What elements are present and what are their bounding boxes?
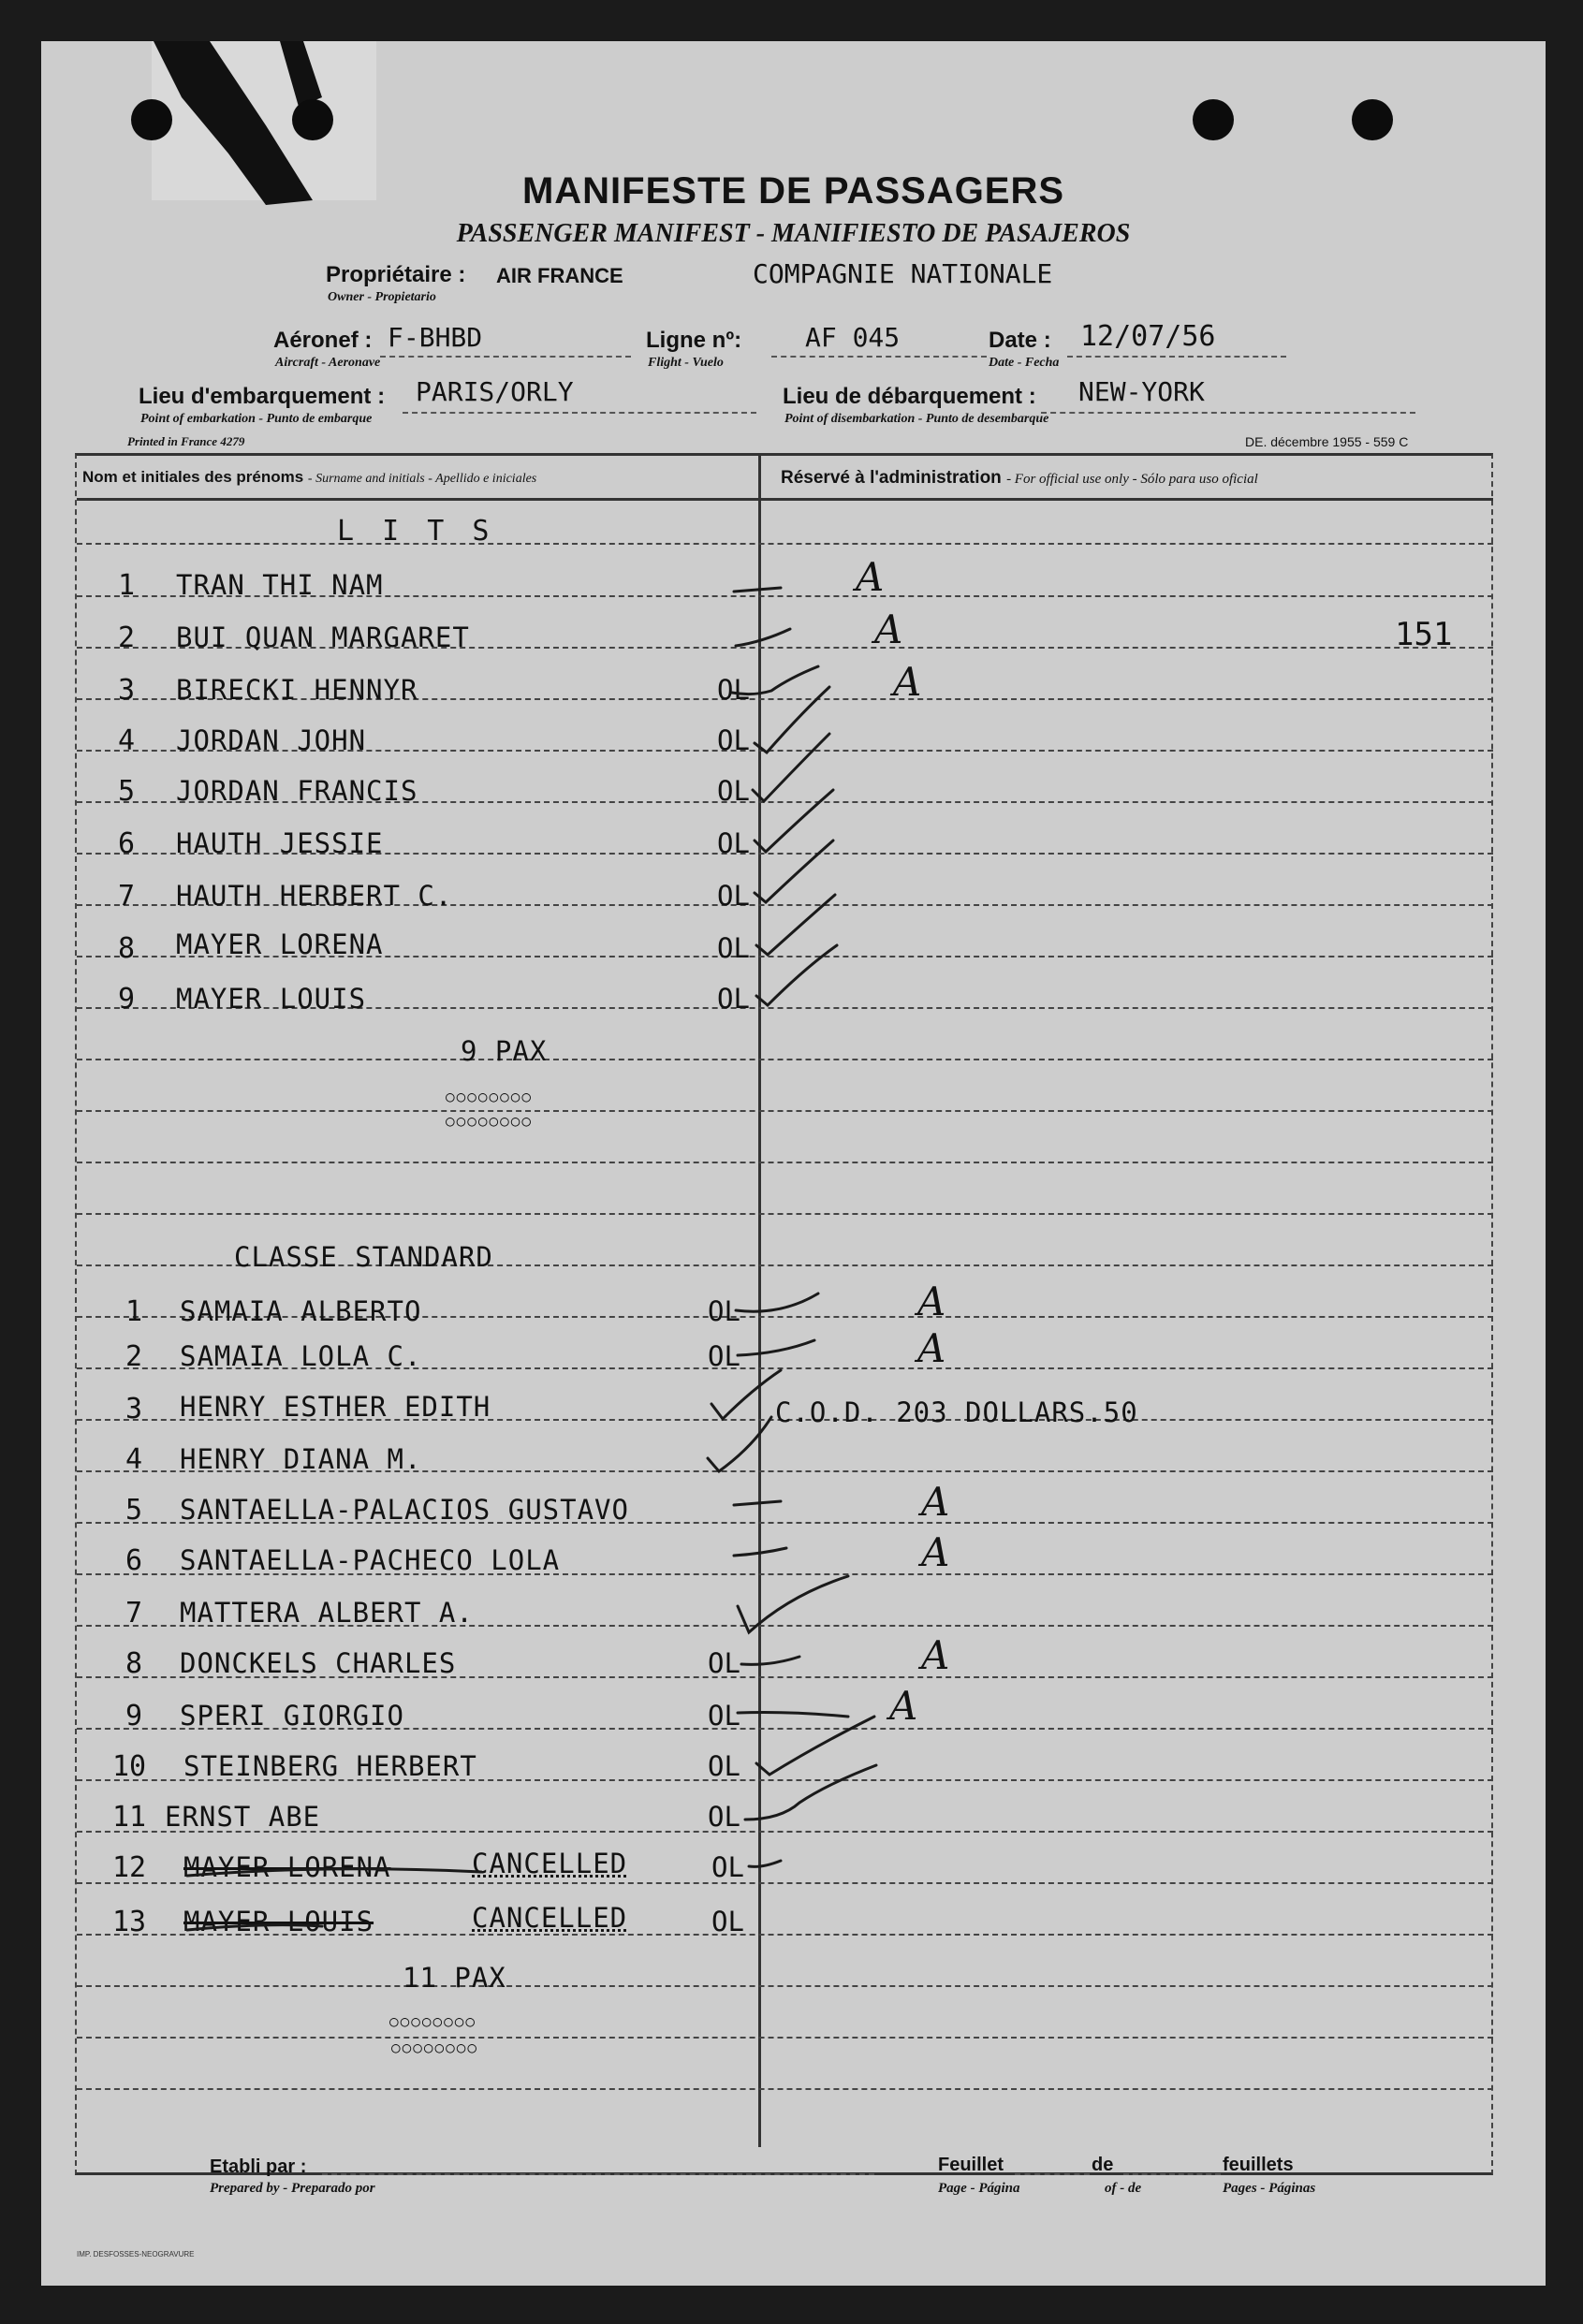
flight-value: AF 045 [805,322,901,353]
code-ol: OL [717,724,750,756]
owner-label: Propriétaire : [326,262,466,287]
col2-header-label: Réservé à l'administration [781,468,1002,488]
passenger-name: HAUTH JESSIE [176,827,384,859]
standard-total: 11 PAX [403,1962,506,1994]
row-number: 4 [125,1443,143,1476]
passenger-name: HAUTH HERBERT C. [176,880,453,912]
code-ol: OL [717,880,750,912]
passenger-name: SANTAELLA-PACHECO LOLA [180,1544,561,1576]
punch-hole-1 [131,99,172,140]
code-ol: OL [717,932,750,964]
lits-dots-1: ○○○○○○○○ [446,1088,534,1105]
row-number: 5 [118,775,136,808]
row-number: 7 [118,880,136,913]
sheets-label: feuillets [1223,2155,1294,2175]
code-ol: OL [708,1340,740,1372]
embark-sublabel: Point of embarkation - Punto de embarque [140,412,373,426]
of-sub: of - de [1105,2181,1142,2196]
code-ol: OL [708,1750,740,1782]
code-ol: OL [711,1906,744,1937]
passenger-name: SAMAIA ALBERTO [180,1295,422,1327]
row-number: 4 [118,724,136,757]
row-number: 13 [112,1906,147,1938]
flight-sublabel: Flight - Vuelo [648,356,724,370]
flight-line [771,356,987,358]
lits-section-title: L I T S [337,515,495,548]
prepared-label: Etabli par : [210,2156,307,2177]
disembark-line [1041,412,1415,414]
embark-line [403,412,756,414]
row-number: 6 [125,1544,143,1577]
column-divider [758,453,761,2147]
standard-dots-2: ○○○○○○○○ [391,2039,479,2056]
code-ol: OL [717,775,750,807]
admin-mark: A [921,1529,950,1575]
embark-label: Lieu d'embarquement : [139,384,386,409]
rule [77,543,1493,545]
admin-mark: A [856,554,885,600]
row-number: 1 [125,1295,143,1328]
row-number: 3 [118,674,136,707]
printed-note: Printed in France 4279 [127,434,245,448]
document-title: MANIFESTE DE PASSAGERS [521,170,1065,212]
passenger-name: HENRY DIANA M. [180,1443,422,1475]
passenger-name: JORDAN JOHN [176,724,367,756]
col2-header [781,468,1258,489]
code-ol: OL [708,1647,740,1679]
date-sublabel: Date - Fecha [989,356,1060,370]
prepared-sub: Prepared by - Preparado por [210,2181,375,2196]
admin-mark: A [889,1683,918,1729]
passenger-name: BUI QUAN MARGARET [176,621,470,653]
rule [77,1059,1493,1060]
rule [77,1985,1493,1987]
torn-corner-mark [41,41,416,247]
standard-dots-1: ○○○○○○○○ [389,2012,477,2030]
admin-mark: A [917,1325,946,1371]
passenger-name: SPERI GIORGIO [180,1700,404,1732]
admin-mark: A [921,1479,950,1525]
row-number: 9 [125,1700,143,1732]
row-number: 12 [112,1851,147,1884]
manifest-sheet [41,41,1546,2286]
imprint: IMP. DESFOSSES-NEOGRAVURE [77,2250,195,2258]
admin-mark: A [921,1632,950,1678]
aircraft-line [380,356,631,358]
passenger-name: SANTAELLA-PALACIOS GUSTAVO [180,1494,629,1526]
passenger-name: TRAN THI NAM [176,569,384,601]
row-number: 9 [118,983,136,1016]
row-number: 8 [125,1647,143,1680]
passenger-name: SAMAIA LOLA C. [180,1340,422,1372]
code-ol: OL [717,827,750,859]
standard-section-title: CLASSE STANDARD [234,1241,493,1273]
date-label: Date : [989,328,1051,353]
row-number: 10 [112,1750,147,1783]
form-code: DE. décembre 1955 - 559 C [1245,434,1409,449]
row-number: 1 [118,569,136,602]
row-number: 7 [125,1597,143,1630]
prepared-line [322,2173,874,2175]
row-number: 11 [112,1801,147,1834]
annotation-151: 151 [1395,616,1453,653]
passenger-name: BIRECKI HENNYR [176,674,418,706]
lits-total: 9 PAX [461,1035,548,1067]
owner-value: AIR FRANCE [496,264,623,287]
flight-label: Ligne nº: [646,328,742,353]
passenger-name: MAYER LORENA [176,928,384,960]
document-subtitle: PASSENGER MANIFEST - MANIFIESTO DE PASAJEROS [456,219,1131,248]
passenger-name-struck: MAYER LOUIS [183,1906,374,1937]
of-line [1123,2173,1221,2175]
punch-hole-2 [292,99,333,140]
rule [77,1213,1493,1215]
passenger-name-struck: MAYER LORENA [183,1851,391,1883]
passenger-name: DONCKELS CHARLES [180,1647,457,1679]
code-ol: OL [708,1295,740,1327]
cancelled-status: CANCELLED [472,1848,628,1879]
rule [77,2037,1493,2039]
row-number: 2 [118,621,136,654]
admin-mark: A [917,1279,946,1324]
embark-value: PARIS/ORLY [416,376,574,407]
col1-header-label: Nom et initiales des prénoms [82,468,304,486]
date-value: 12/07/56 [1080,320,1216,353]
owner-sublabel: Owner - Propietario [328,290,436,304]
row-number: 8 [118,932,136,965]
code-ol: OL [711,1851,744,1883]
cod-note: C.O.D. 203 DOLLARS.50 [775,1396,1138,1428]
aircraft-label: Aéronef : [273,328,373,353]
sheets-sub: Pages - Páginas [1223,2181,1316,2196]
sheet-sub: Page - Página [938,2181,1020,2196]
row-number: 3 [125,1393,143,1425]
table-header-rule [77,498,1493,501]
code-ol: OL [717,674,750,706]
of-label: de [1092,2155,1114,2175]
rule [77,1162,1493,1163]
rule [77,1110,1493,1112]
admin-mark: A [893,659,922,705]
passenger-name: MAYER LOUIS [176,983,367,1015]
sheet-line [1015,2173,1090,2175]
aircraft-sublabel: Aircraft - Aeronave [275,356,381,370]
disembark-sublabel: Point of disembarkation - Punto de desembarque [784,412,1049,426]
passenger-name: JORDAN FRANCIS [176,775,418,807]
col2-header-sub: - For official use only - Sólo para uso oficial [1006,472,1258,487]
cancelled-status: CANCELLED [472,1902,628,1934]
row-number: 5 [125,1494,143,1527]
admin-mark: A [874,607,903,652]
disembark-value: NEW-YORK [1078,376,1205,407]
date-line [1067,356,1286,358]
col1-header-sub: - Surname and initials - Apellido e iniciales [307,472,537,486]
passenger-name: ERNST ABE [165,1801,321,1833]
col1-header [82,468,536,487]
code-ol: OL [717,983,750,1015]
sheet-label: Feuillet [938,2155,1004,2175]
row-number: 6 [118,827,136,860]
aircraft-value: F-BHBD [388,322,483,353]
punch-hole-4 [1352,99,1393,140]
punch-hole-3 [1193,99,1234,140]
passenger-name: HENRY ESTHER EDITH [180,1391,491,1423]
passenger-name: STEINBERG HERBERT [183,1750,477,1782]
code-ol: OL [708,1700,740,1732]
code-ol: OL [708,1801,740,1833]
rule [77,2088,1493,2090]
passenger-name: MATTERA ALBERT A. [180,1597,474,1629]
lits-dots-2: ○○○○○○○○ [446,1112,534,1130]
disembark-label: Lieu de débarquement : [783,384,1036,409]
row-number: 2 [125,1340,143,1373]
owner-typed: COMPAGNIE NATIONALE [753,258,1053,289]
